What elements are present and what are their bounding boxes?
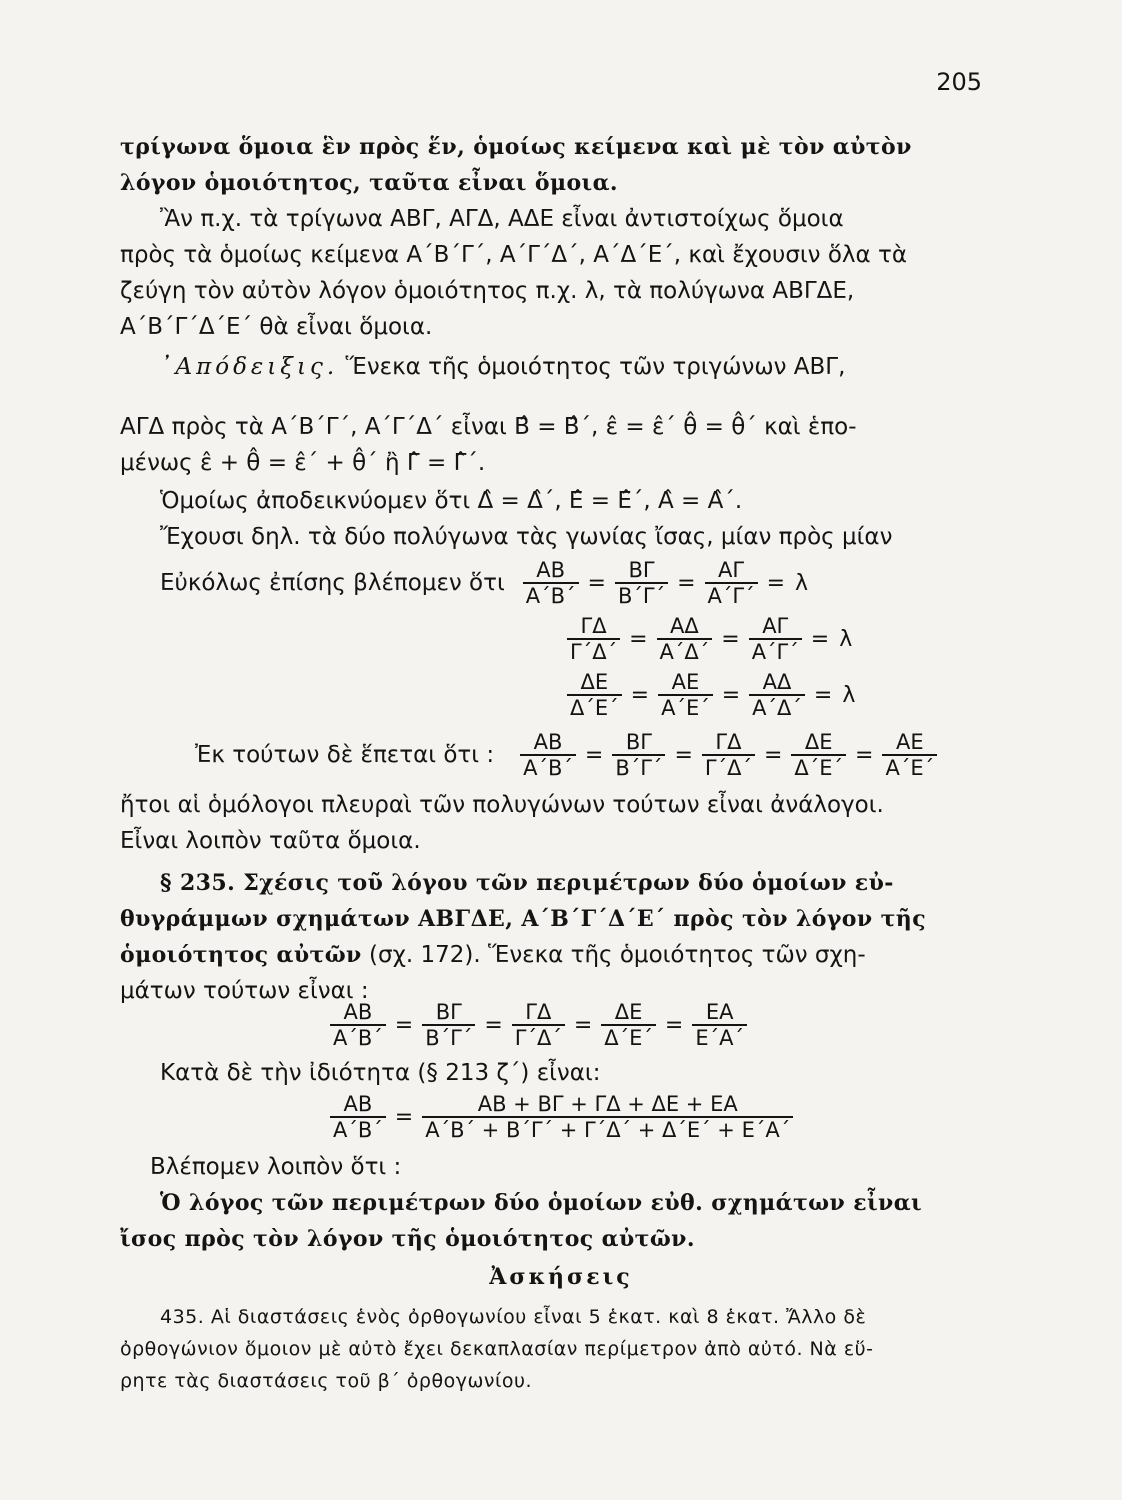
theorem-line: ἴσος πρὸς τὸν λόγον τῆς ὁμοιότητος αὐτῶν. (120, 1226, 695, 1252)
denominator: Α΄Δ΄ (749, 694, 805, 720)
numerator: ΑΕ (671, 670, 700, 694)
fraction (791, 730, 846, 780)
denominator: Β΄Γ΄ (615, 582, 668, 608)
exercise-line: ρητε τὰς διαστάσεις τοῦ β΄ ὀρθογωνίου. (120, 1370, 533, 1392)
numerator: ΓΔ (715, 730, 742, 754)
denominator: Α΄Β΄ (520, 754, 576, 780)
fraction (520, 730, 576, 780)
equals-sign: = (763, 742, 783, 768)
fraction (567, 614, 620, 664)
numerator: ΑΓ (718, 558, 745, 582)
denominator: Α΄Ε΄ (882, 754, 937, 780)
lambda: λ (842, 682, 856, 708)
equation-1 (160, 558, 813, 608)
equals-sign: = (677, 570, 696, 596)
equals-sign: = (810, 626, 830, 652)
numerator: ΑΓ (762, 614, 789, 638)
numerator: ΒΓ (628, 558, 655, 582)
numerator: ΒΓ (435, 1000, 462, 1024)
denominator: Γ΄Δ΄ (512, 1024, 565, 1050)
equation-6 (326, 1092, 797, 1142)
denominator: Α΄Γ΄ (705, 582, 758, 608)
denominator: Β΄Γ΄ (612, 754, 665, 780)
equation-lead: Εὐκόλως ἐπίσης βλέπομεν ὅτι (160, 570, 505, 596)
numerator: ΔΕ (614, 1000, 643, 1024)
equation-5 (326, 1000, 751, 1050)
equals-sign: = (721, 682, 741, 708)
text-line: Κατὰ δὲ τὴν ἰδιότητα (§ 213 ζ΄) εἶναι: (160, 1060, 601, 1086)
text-line: Α΄Β΄Γ΄Δ΄Ε΄ θὰ εἶναι ὅμοια. (120, 314, 433, 340)
text-line: Ἔχουσι δηλ. τὰ δύο πολύγωνα τὰς γωνίας ἴσας, μίαν πρὸς μίαν (160, 524, 893, 550)
numerator: ΔΕ (580, 670, 609, 694)
equals-sign: = (674, 742, 693, 768)
text-line: Εἶναι λοιπὸν ταῦτα ὅμοια. (120, 828, 421, 854)
text-line: Βλέπομεν λοιπὸν ὅτι : (150, 1154, 402, 1180)
bold-span: ὁμοιότητος αὐτῶν (120, 942, 362, 968)
numerator: ΑΒ (343, 1000, 373, 1024)
fraction (523, 558, 579, 608)
equation-4 (195, 730, 941, 780)
equals-sign: = (394, 1104, 414, 1130)
equals-sign: = (629, 626, 648, 652)
numerator: ΑΔ (670, 614, 699, 638)
equals-sign: = (573, 1012, 593, 1038)
denominator: Α΄Δ΄ (657, 638, 713, 664)
fraction (749, 670, 805, 720)
section-heading: θυγράμμων σχημάτων ΑΒΓΔΕ, Α΄Β΄Γ΄Δ΄Ε΄ πρὸς τὸν λόγον τῆς (120, 906, 926, 932)
equation-2 (563, 614, 857, 664)
exercises-heading: Ἀσκήσεις (489, 1264, 633, 1290)
denominator: Α΄Β΄ (330, 1116, 386, 1142)
equals-sign: = (813, 682, 833, 708)
equals-sign: = (721, 626, 740, 652)
equals-sign: = (484, 1012, 503, 1038)
denominator: Δ΄Ε΄ (601, 1024, 656, 1050)
text-span: (σχ. 172). Ἕνεκα τῆς ὁμοιότητος τῶν σχη- (369, 942, 866, 968)
numerator: ΑΕ (895, 730, 924, 754)
denominator: Δ΄Ε΄ (791, 754, 846, 780)
denominator: Δ΄Ε΄ (567, 694, 622, 720)
text-span: Ἕνεκα τῆς ὁμοιότητος τῶν τριγώνων ΑΒΓ, (345, 354, 846, 380)
page-number: 205 (936, 68, 982, 96)
equals-sign: = (630, 682, 650, 708)
text-line (120, 940, 982, 970)
numerator: ΑΒ (343, 1092, 373, 1116)
text-line: μάτων τούτων εἶναι : (120, 978, 369, 1004)
equals-sign: = (587, 570, 606, 596)
fraction (422, 1092, 793, 1142)
numerator: ΑΒ (536, 558, 566, 582)
fraction (658, 670, 713, 720)
fraction (615, 558, 668, 608)
fraction (612, 730, 665, 780)
numerator: ΓΔ (525, 1000, 552, 1024)
equals-sign: = (855, 742, 874, 768)
equals-sign: = (394, 1012, 414, 1038)
denominator: Α΄Β΄ (330, 1024, 386, 1050)
numerator: ΑΒ + ΒΓ + ΓΔ + ΔΕ + ΕΑ (477, 1092, 738, 1116)
text-line: λόγον ὁμοιότητος, ταῦτα εἶναι ὅμοια. (120, 170, 618, 196)
exercise-line: ὀρθογώνιον ὅμοιον μὲ αὐτὸ ἔχει δεκαπλασίαν περίμετρον ἀπὸ αὐτό. Νὰ εὕ- (120, 1338, 874, 1360)
fraction (657, 614, 713, 664)
text-line: Ὁμοίως ἀποδεικνύομεν ὅτι Δ̂ = Δ̂΄, Ε̂ = Ε̂΄, Α̂ = Α̂΄. (160, 488, 743, 514)
numerator: ΑΒ (533, 730, 563, 754)
text-line: μένως ε̂ + θ̂ = ε̂΄ + θ̂΄ ἢ Γ̂ = Γ̂΄. (120, 450, 486, 476)
equation-lead: Ἐκ τούτων δὲ ἕπεται ὅτι : (195, 742, 495, 768)
denominator: Β΄Γ΄ (422, 1024, 475, 1050)
lambda: λ (839, 626, 853, 652)
text-line: ἤτοι αἱ ὁμόλογοι πλευραὶ τῶν πολυγώνων τούτων εἶναι ἀνάλογοι. (120, 792, 884, 818)
fraction (422, 1000, 475, 1050)
fraction (601, 1000, 656, 1050)
equals-sign: = (766, 570, 786, 596)
fraction (330, 1000, 386, 1050)
text-line: Ἂν π.χ. τὰ τρίγωνα ΑΒΓ, ΑΓΔ, ΑΔΕ εἶναι ἀντιστοίχως ὅμοια (160, 206, 844, 232)
denominator: Α΄Β΄ (523, 582, 579, 608)
denominator: Α΄Ε΄ (658, 694, 713, 720)
proof-line (160, 352, 1022, 382)
fraction (330, 1092, 386, 1142)
lambda: λ (795, 570, 809, 596)
theorem-line: Ὁ λόγος τῶν περιμέτρων δύο ὁμοίων εὐθ. σχημάτων εἶναι (160, 1190, 923, 1216)
text-line: τρίγωνα ὅμοια ἓν πρὸς ἕν, ὁμοίως κείμενα καὶ μὲ τὸν αὐτὸν (120, 134, 912, 160)
denominator: Α΄Γ΄ (749, 638, 802, 664)
fraction (692, 1000, 747, 1050)
equals-sign: = (664, 1012, 684, 1038)
fraction (882, 730, 937, 780)
fraction (702, 730, 755, 780)
fraction (512, 1000, 565, 1050)
fraction (705, 558, 758, 608)
exercise-line: 435. Αἱ διαστάσεις ἑνὸς ὀρθογωνίου εἶναι 5 ἑκατ. καὶ 8 ἑκατ. Ἄλλο δὲ (160, 1306, 867, 1328)
denominator: Γ΄Δ΄ (702, 754, 755, 780)
equation-3 (563, 670, 860, 720)
fraction (749, 614, 802, 664)
denominator: Α΄Β΄ + Β΄Γ΄ + Γ΄Δ΄ + Δ΄Ε΄ + Ε΄Α΄ (422, 1116, 793, 1142)
equals-sign: = (584, 742, 604, 768)
section-heading: § 235. Σχέσις τοῦ λόγου τῶν περιμέτρων δύο ὁμοίων εὐ- (160, 870, 894, 896)
text-line: ΑΓΔ πρὸς τὰ Α΄Β΄Γ΄, Α΄Γ΄Δ΄ εἶναι Β̂ = Β̂΄, ε̂ = ε̂΄ θ̂ = θ̂΄ καὶ ἑπο- (120, 414, 857, 440)
numerator: ΔΕ (804, 730, 833, 754)
fraction (567, 670, 622, 720)
denominator: Γ΄Δ΄ (567, 638, 620, 664)
numerator: ΓΔ (580, 614, 607, 638)
numerator: ΕΑ (705, 1000, 734, 1024)
numerator: ΑΔ (762, 670, 792, 694)
proof-label: ᾿Απόδειξις. (160, 354, 339, 380)
denominator: Ε΄Α΄ (692, 1024, 747, 1050)
numerator: ΒΓ (625, 730, 652, 754)
text-line: ζεύγη τὸν αὐτὸν λόγον ὁμοιότητος π.χ. λ, τὰ πολύγωνα ΑΒΓΔΕ, (120, 278, 855, 304)
text-line: πρὸς τὰ ὁμοίως κείμενα Α΄Β΄Γ΄, Α΄Γ΄Δ΄, Α΄Δ΄Ε΄, καὶ ἔχουσιν ὅλα τὰ (120, 242, 907, 268)
